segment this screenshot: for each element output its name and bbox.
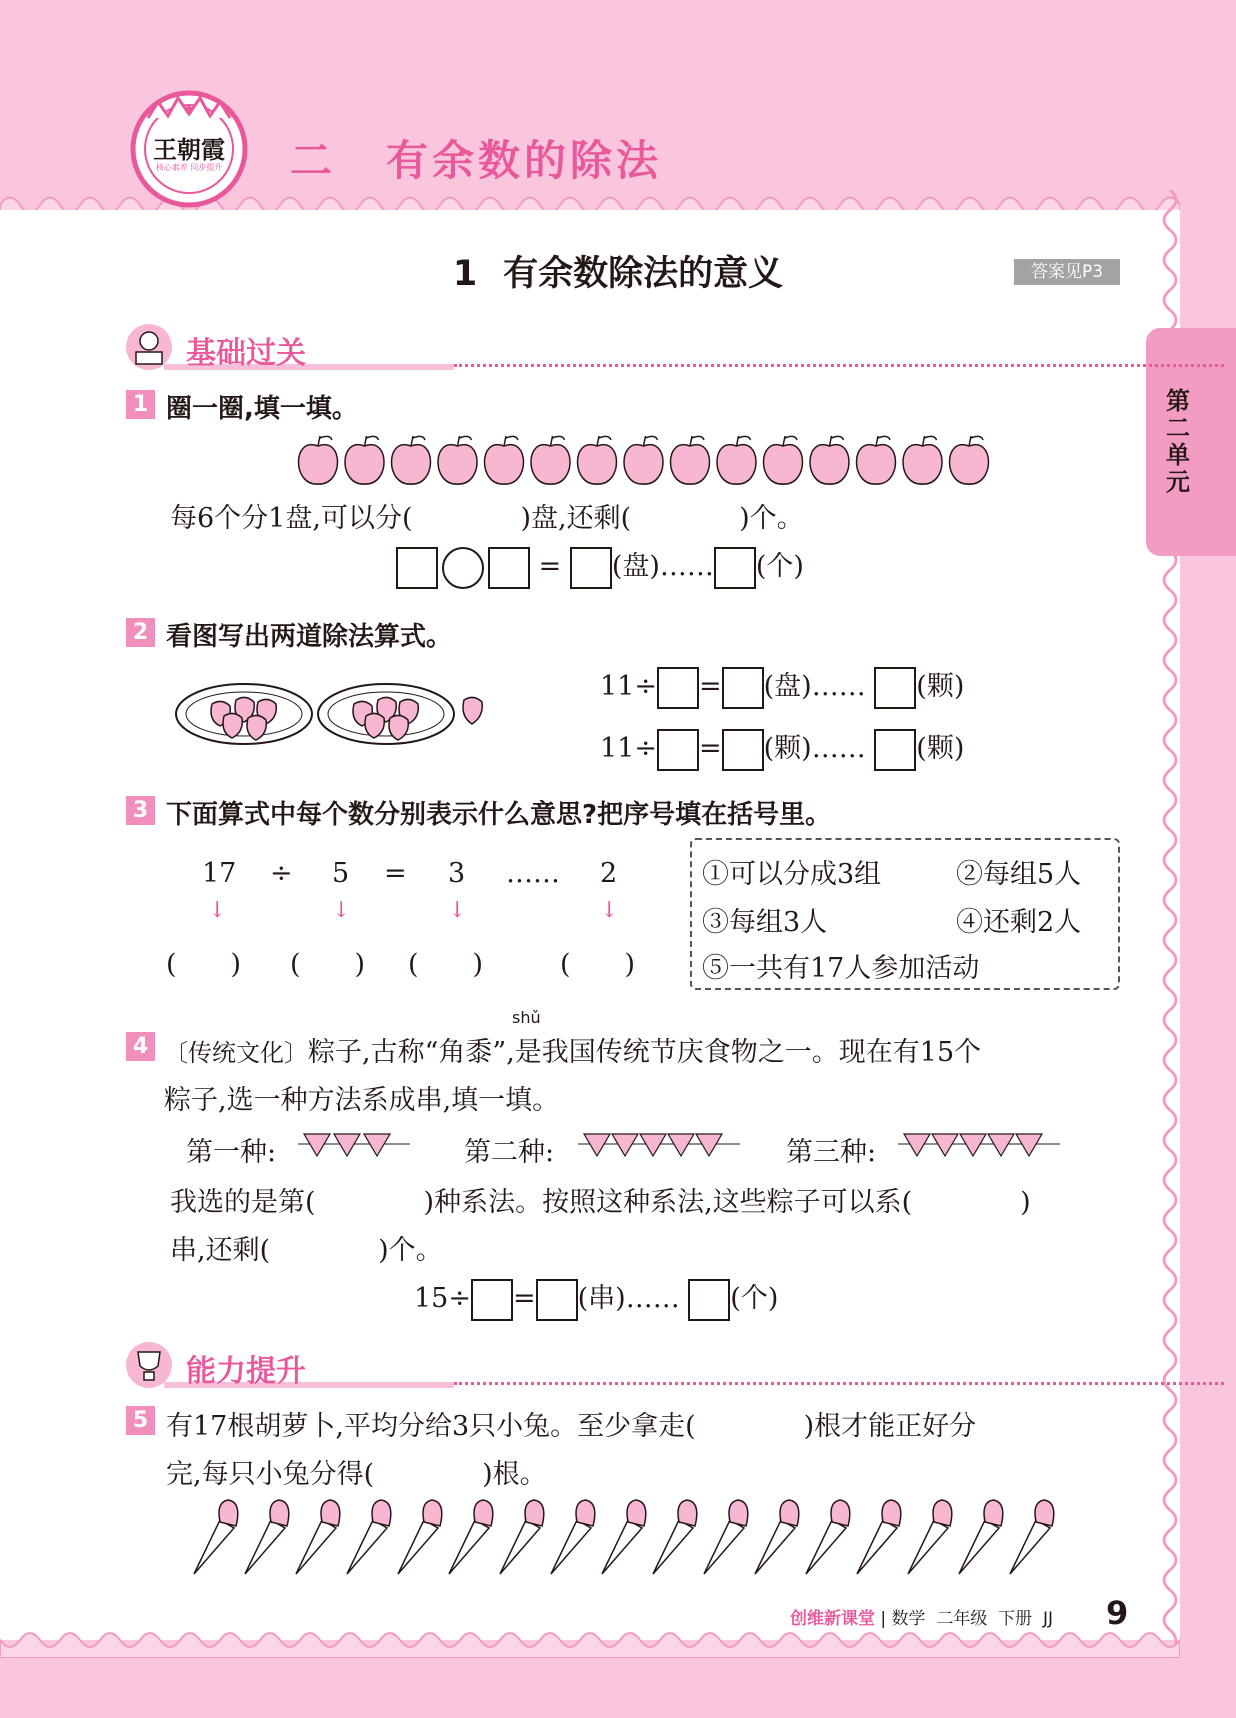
question-1-equation <box>396 544 804 589</box>
section-advanced <box>124 1340 1124 1394</box>
expr-divisor: 5 <box>332 858 350 889</box>
ellipsis: …… <box>811 671 866 702</box>
ellipsis: …… <box>811 733 866 764</box>
apple-icon <box>578 436 617 484</box>
unit-label: (盘) <box>763 671 812 702</box>
section-dotted-rule <box>454 364 1224 367</box>
carrot-icon <box>449 1500 493 1574</box>
carrot-icon <box>908 1500 952 1574</box>
answer-box[interactable] <box>536 1279 578 1321</box>
zongzi-icon <box>696 1134 722 1156</box>
expr-equals: = <box>384 858 407 889</box>
question-5-number: 5 <box>126 1406 155 1435</box>
option-2: ②每组5人 <box>956 859 1082 890</box>
section-advanced-label: 能力提升 <box>186 1354 306 1389</box>
equals-sign: = <box>698 671 722 702</box>
option-5: ⑤一共有17人参加活动 <box>702 953 980 984</box>
zongzi-icon <box>640 1134 666 1156</box>
carrot-icon <box>194 1500 238 1574</box>
chapter-title: 有余数的除法 <box>386 136 663 185</box>
option-1: ①可以分成3组 <box>702 859 882 890</box>
question-4-line-3: 我选的是第( )种系法。按照这种系法,这些粽子可以系( ) <box>170 1187 1031 1218</box>
expr-ellipsis: …… <box>506 858 560 889</box>
carrot-icon <box>959 1500 1003 1574</box>
question-4-text-1: 粽子,古称“角黍”,是我国传统节庆食物之一。现在有15个 <box>308 1037 982 1068</box>
footer-volume: 下册 <box>998 1609 1033 1629</box>
apple-icon <box>299 436 338 484</box>
student-reading-icon <box>124 322 174 372</box>
unit-label: (盘) <box>611 551 660 582</box>
question-1-line: 每6个分1盘,可以分( )盘,还剩( )个。 <box>170 503 804 534</box>
dividend-label: 11÷ <box>600 733 657 764</box>
zongzi-icon <box>304 1134 330 1156</box>
carrot-icon <box>398 1500 442 1574</box>
section-dotted-rule <box>454 1382 1224 1385</box>
culture-tag: 〔传统文化〕 <box>164 1039 308 1067</box>
carrot-row <box>180 1498 1080 1578</box>
answer-box[interactable] <box>722 667 764 709</box>
question-2-equation-1 <box>600 664 964 709</box>
answer-reference-tag: 答案见P3 <box>1014 259 1120 285</box>
apple-icon <box>764 436 803 484</box>
apple-row <box>296 434 996 488</box>
section-basic-label: 基础过关 <box>186 336 306 371</box>
expr-remainder: 2 <box>600 858 618 889</box>
apple-icon <box>345 436 384 484</box>
expr-quotient: 3 <box>448 858 466 889</box>
lesson-number: 1 <box>452 254 478 294</box>
carrot-icon <box>296 1500 340 1574</box>
carrot-icon <box>1010 1500 1054 1574</box>
question-4-number: 4 <box>126 1032 155 1061</box>
ellipsis: …… <box>659 551 714 582</box>
unit-label: (个) <box>730 1283 779 1314</box>
method-2-label: 第二种: <box>464 1137 555 1168</box>
question-5-line-1: 有17根胡萝卜,平均分给3只小兔。至少拿走( )根才能正好分 <box>166 1411 977 1442</box>
carrot-icon <box>602 1500 646 1574</box>
down-arrow-icon: ↓ <box>208 898 227 923</box>
down-arrow-icon: ↓ <box>332 898 351 923</box>
zongzi-icon <box>988 1134 1014 1156</box>
answer-box[interactable] <box>657 667 699 709</box>
unit-label: (颗) <box>916 671 965 702</box>
operator-circle[interactable] <box>442 547 484 589</box>
answer-box[interactable] <box>688 1279 730 1321</box>
option-4: ④还剩2人 <box>956 907 1082 938</box>
apple-icon <box>531 436 570 484</box>
unit-label: (串) <box>577 1283 626 1314</box>
down-arrow-icon: ↓ <box>600 898 619 923</box>
expr-divide-sign: ÷ <box>270 858 293 889</box>
footer-brand: 创维新课堂 <box>790 1609 875 1629</box>
equals-sign: = <box>538 551 562 582</box>
expr-dividend: 17 <box>202 858 237 889</box>
question-1-number: 1 <box>126 390 155 419</box>
logo-subtext-left: 核心素养 <box>155 163 188 172</box>
ellipsis: …… <box>625 1283 680 1314</box>
carrot-icon <box>755 1500 799 1574</box>
dividend-label: 11÷ <box>600 671 657 702</box>
zongzi-icon <box>960 1134 986 1156</box>
apple-icon <box>485 436 524 484</box>
logo-name: 王朝霞 <box>153 135 225 164</box>
carrot-icon <box>245 1500 289 1574</box>
zongzi-string-1 <box>298 1126 428 1162</box>
zongzi-icon <box>932 1134 958 1156</box>
question-1-title: 圈一圈,填一填。 <box>166 394 358 424</box>
apple-icon <box>717 436 756 484</box>
unit-side-tab <box>1146 328 1236 556</box>
answer-box[interactable] <box>874 729 916 771</box>
zongzi-icon <box>584 1134 610 1156</box>
method-3-label: 第三种: <box>786 1137 877 1168</box>
apple-icon <box>671 436 710 484</box>
page-footer: 创维新课堂 | 数学 二年级 下册 JJ 9 <box>790 1594 1129 1632</box>
question-4-line-4: 串,还剩( )个。 <box>170 1235 443 1266</box>
carrot-icon <box>653 1500 697 1574</box>
zongzi-icon <box>1016 1134 1042 1156</box>
zongzi-string-2 <box>578 1126 748 1162</box>
trophy-icon <box>124 1340 174 1390</box>
carrot-icon <box>500 1500 544 1574</box>
apple-icon <box>624 436 663 484</box>
carrot-icon <box>857 1500 901 1574</box>
apple-icon <box>903 436 942 484</box>
answer-box[interactable] <box>570 547 612 589</box>
answer-box[interactable] <box>471 1279 513 1321</box>
answer-blank[interactable]: ( ) <box>560 949 636 980</box>
down-arrow-icon: ↓ <box>448 898 467 923</box>
bottom-wave-border <box>0 1628 1180 1658</box>
zongzi-icon <box>668 1134 694 1156</box>
question-3-title: 下面算式中每个数分别表示什么意思?把序号填在括号里。 <box>166 800 832 830</box>
footer-subject: 数学 <box>891 1609 926 1629</box>
chapter-number: 二 <box>290 136 337 185</box>
unit-side-tab-label: 第二单元 <box>1166 387 1190 496</box>
zongzi-icon <box>612 1134 638 1156</box>
unit-label: (个) <box>755 551 804 582</box>
answer-blank[interactable]: ( ) <box>408 949 484 980</box>
page-number: 9 <box>1106 1594 1129 1632</box>
question-3-number: 3 <box>126 796 155 825</box>
zongzi-icon <box>334 1134 360 1156</box>
answer-box[interactable] <box>714 547 756 589</box>
unit-label: (颗) <box>916 733 965 764</box>
option-3: ③每组3人 <box>702 907 828 938</box>
equals-sign: = <box>512 1283 536 1314</box>
strawberry-plates-illustration <box>174 672 494 752</box>
answer-box[interactable] <box>722 729 764 771</box>
carrot-icon <box>551 1500 595 1574</box>
answer-blank[interactable]: ( ) <box>166 949 242 980</box>
answer-box[interactable] <box>396 547 438 589</box>
chapter-heading <box>290 128 662 188</box>
dividend-label: 15÷ <box>414 1283 471 1314</box>
answer-blank[interactable]: ( ) <box>290 949 366 980</box>
method-1-label: 第一种: <box>186 1137 277 1168</box>
apple-icon <box>950 436 989 484</box>
apple-icon <box>857 436 896 484</box>
apple-icon <box>438 436 477 484</box>
question-4-equation <box>414 1276 778 1321</box>
answer-box[interactable] <box>488 547 530 589</box>
options-box <box>690 838 1120 990</box>
pinyin-annotation: shǔ <box>512 1008 541 1027</box>
zongzi-icon <box>904 1134 930 1156</box>
zongzi-string-3 <box>898 1126 1062 1162</box>
lesson-title: 有余数除法的意义 <box>503 254 784 294</box>
logo-subtext-right: 同步提升 <box>190 163 223 172</box>
question-2-title: 看图写出两道除法算式。 <box>166 622 453 652</box>
question-2-number: 2 <box>126 618 155 647</box>
question-4-line-1 <box>164 1030 981 1069</box>
brand-logo <box>128 88 250 210</box>
question-5-line-2: 完,每只小兔分得( )根。 <box>166 1459 547 1490</box>
carrot-icon <box>806 1500 850 1574</box>
unit-label: (颗) <box>763 733 812 764</box>
answer-box[interactable] <box>657 729 699 771</box>
zongzi-icon <box>364 1134 390 1156</box>
apple-icon <box>392 436 431 484</box>
apple-icon <box>810 436 849 484</box>
answer-box[interactable] <box>874 667 916 709</box>
carrot-icon <box>347 1500 391 1574</box>
question-2-equation-2 <box>600 726 964 771</box>
section-basic <box>124 322 1124 376</box>
footer-grade: 二年级 <box>936 1609 988 1629</box>
question-4-line-2: 粽子,选一种方法系成串,填一填。 <box>164 1085 560 1116</box>
footer-edition: JJ <box>1042 1609 1054 1629</box>
equals-sign: = <box>698 733 722 764</box>
carrot-icon <box>704 1500 748 1574</box>
